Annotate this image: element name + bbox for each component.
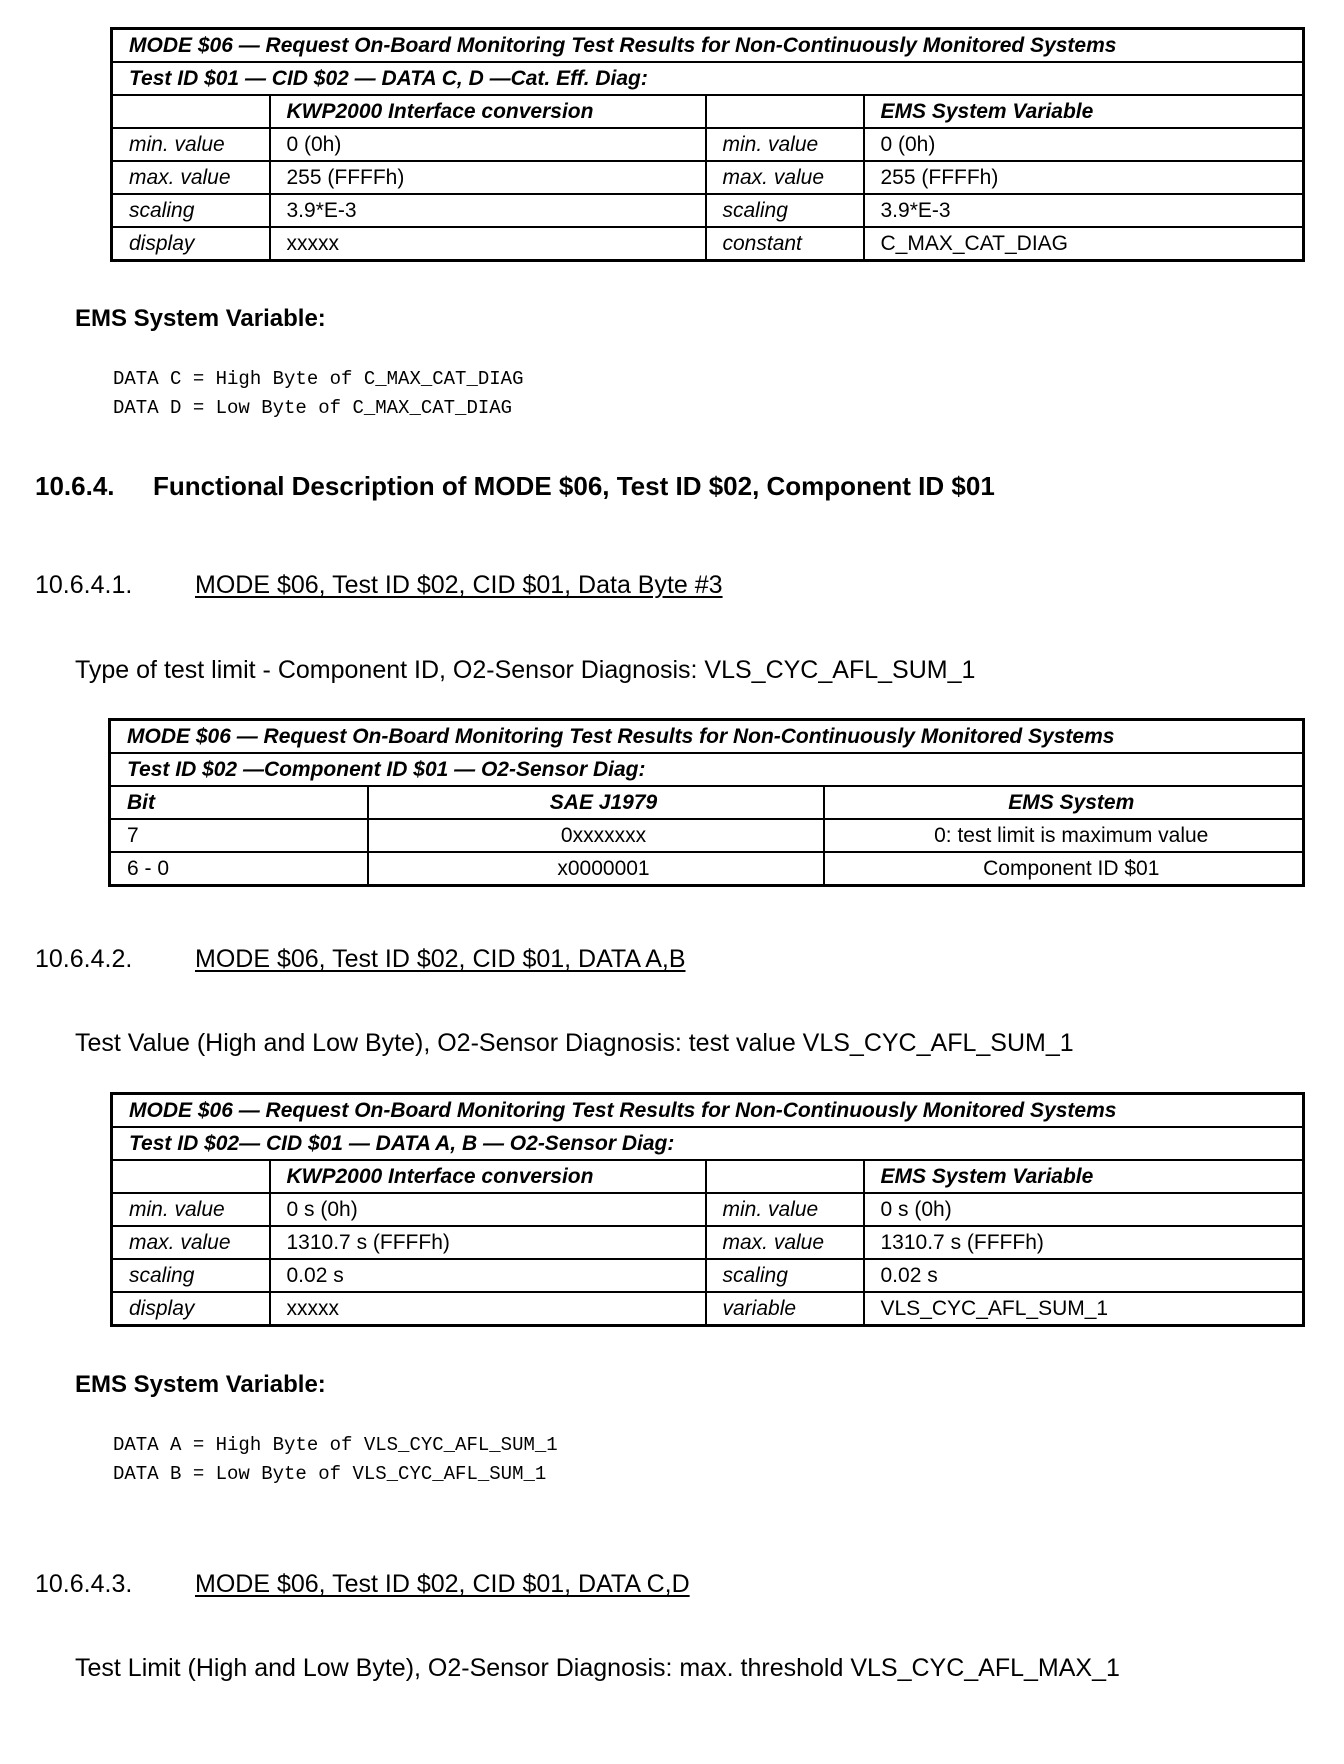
section-heading-10-6-4 — [35, 471, 995, 502]
body-text: Type of test limit - Component ID, O2-Sensor Diagnosis: VLS_CYC_AFL_SUM_1 — [75, 656, 976, 684]
row-value: 1310.7 s (FFFFh) — [864, 1226, 1304, 1259]
row-label: max. value — [112, 161, 270, 194]
table-header-empty — [112, 1160, 270, 1193]
row-value: 1310.7 s (FFFFh) — [270, 1226, 706, 1259]
row-value: xxxxx — [270, 1292, 706, 1326]
table-header-kwp: KWP2000 Interface conversion — [270, 1160, 706, 1193]
section-number: 10.6.4.1. — [35, 571, 133, 599]
section-title: MODE $06, Test ID $02, CID $01, DATA A,B — [195, 945, 686, 973]
table-subtitle: Test ID $01 — CID $02 — DATA C, D —Cat. Eff. Diag: — [112, 62, 1304, 95]
cell-sae: 0xxxxxxx — [368, 819, 824, 852]
row-label: min. value — [112, 1193, 270, 1226]
table-title: MODE $06 — Request On-Board Monitoring Test Results for Non-Continuously Monitored Systems — [112, 29, 1304, 63]
row-label: scaling — [112, 1259, 270, 1292]
cell-bit: 7 — [110, 819, 368, 852]
section-number: 10.6.4.2. — [35, 945, 133, 973]
ems-variable-heading: EMS System Variable: — [75, 1371, 326, 1398]
column-header-ems: EMS System — [824, 786, 1304, 819]
table-subtitle: Test ID $02 —Component ID $01 — O2-Sensor Diag: — [110, 753, 1304, 786]
table-header-empty — [706, 95, 864, 128]
section-title: MODE $06, Test ID $02, CID $01, DATA C,D — [195, 1570, 690, 1598]
row-value: 0 s (0h) — [864, 1193, 1304, 1226]
table-row — [112, 161, 1304, 194]
table-title: MODE $06 — Request On-Board Monitoring Test Results for Non-Continuously Monitored Systems — [110, 720, 1304, 754]
table-row — [112, 227, 1304, 261]
row-label: scaling — [706, 194, 864, 227]
table-row — [110, 819, 1304, 852]
row-label: min. value — [112, 128, 270, 161]
section-heading-10-6-4-2 — [35, 945, 686, 974]
cell-sae: x0000001 — [368, 852, 824, 886]
row-label: min. value — [706, 1193, 864, 1226]
table-header-ems: EMS System Variable — [864, 95, 1304, 128]
table-row — [112, 194, 1304, 227]
row-value: 0 (0h) — [864, 128, 1304, 161]
section-heading-10-6-4-1 — [35, 571, 723, 600]
body-text: Test Limit (High and Low Byte), O2-Sensor Diagnosis: max. threshold VLS_CYC_AFL_MAX_1 — [75, 1654, 1120, 1682]
table-header-kwp: KWP2000 Interface conversion — [270, 95, 706, 128]
row-value: 255 (FFFFh) — [270, 161, 706, 194]
cell-bit: 6 - 0 — [110, 852, 368, 886]
ems-variable-heading: EMS System Variable: — [75, 305, 326, 332]
table-row — [112, 128, 1304, 161]
section-number: 10.6.4.3. — [35, 1570, 133, 1598]
row-label: max. value — [112, 1226, 270, 1259]
row-value: 0 s (0h) — [270, 1193, 706, 1226]
section-title: Functional Description of MODE $06, Test ID $02, Component ID $01 — [153, 471, 995, 501]
row-label: display — [112, 227, 270, 261]
row-value: 255 (FFFFh) — [864, 161, 1304, 194]
table-header-empty — [706, 1160, 864, 1193]
cell-ems: Component ID $01 — [824, 852, 1304, 886]
code-line: DATA B = Low Byte of VLS_CYC_AFL_SUM_1 — [113, 1463, 547, 1485]
row-value: 3.9*E-3 — [270, 194, 706, 227]
table-header-empty — [112, 95, 270, 128]
row-value: xxxxx — [270, 227, 706, 261]
table-row — [112, 1226, 1304, 1259]
code-line: DATA D = Low Byte of C_MAX_CAT_DIAG — [113, 397, 513, 419]
code-line: DATA C = High Byte of C_MAX_CAT_DIAG — [113, 368, 524, 390]
row-value: 0.02 s — [270, 1259, 706, 1292]
table-subtitle: Test ID $02— CID $01 — DATA A, B — O2-Sensor Diag: — [112, 1127, 1304, 1160]
table-row — [112, 1292, 1304, 1326]
row-value: 3.9*E-3 — [864, 194, 1304, 227]
row-label: scaling — [112, 194, 270, 227]
table-row — [112, 1193, 1304, 1226]
row-label: constant — [706, 227, 864, 261]
row-label: min. value — [706, 128, 864, 161]
row-value: 0.02 s — [864, 1259, 1304, 1292]
table-row — [112, 1259, 1304, 1292]
section-title: MODE $06, Test ID $02, CID $01, Data Byte #3 — [195, 571, 723, 599]
row-label: display — [112, 1292, 270, 1326]
section-heading-10-6-4-3 — [35, 1570, 690, 1599]
row-label: max. value — [706, 161, 864, 194]
table-mode06-test02-data-ab — [110, 1092, 1305, 1327]
table-title: MODE $06 — Request On-Board Monitoring Test Results for Non-Continuously Monitored Systems — [112, 1094, 1304, 1128]
row-label: max. value — [706, 1226, 864, 1259]
table-header-ems: EMS System Variable — [864, 1160, 1304, 1193]
column-header-sae: SAE J1979 — [368, 786, 824, 819]
body-text: Test Value (High and Low Byte), O2-Sensor Diagnosis: test value VLS_CYC_AFL_SUM_1 — [75, 1029, 1074, 1057]
row-label: scaling — [706, 1259, 864, 1292]
row-value: 0 (0h) — [270, 128, 706, 161]
code-line: DATA A = High Byte of VLS_CYC_AFL_SUM_1 — [113, 1434, 558, 1456]
table-mode06-test02-bit — [108, 718, 1305, 887]
row-value: VLS_CYC_AFL_SUM_1 — [864, 1292, 1304, 1326]
row-label: variable — [706, 1292, 864, 1326]
cell-ems: 0: test limit is maximum value — [824, 819, 1304, 852]
table-mode06-test01 — [110, 27, 1305, 262]
column-header-bit: Bit — [110, 786, 368, 819]
section-number: 10.6.4. — [35, 471, 115, 501]
row-value: C_MAX_CAT_DIAG — [864, 227, 1304, 261]
table-row — [110, 852, 1304, 886]
